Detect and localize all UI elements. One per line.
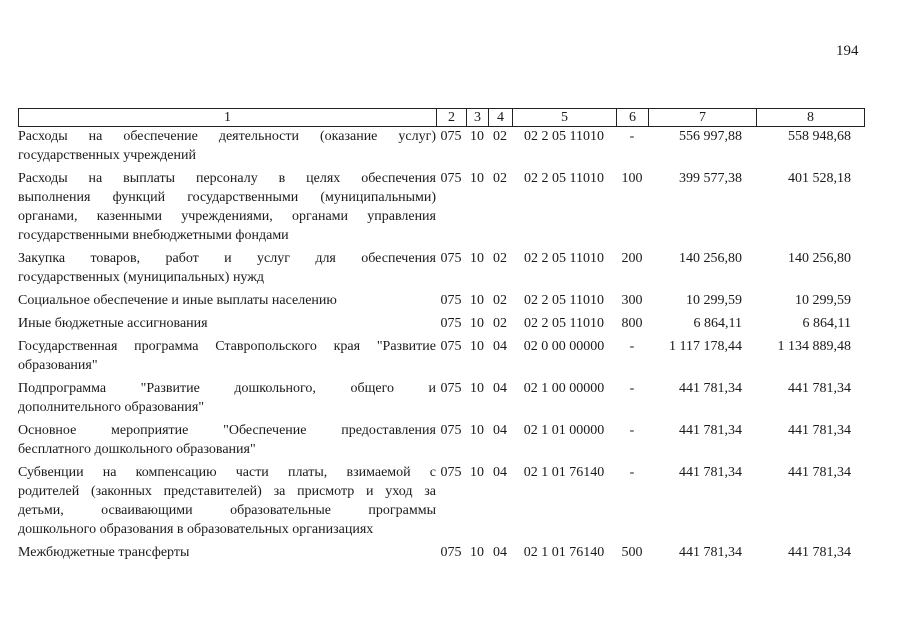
row-label <box>18 543 436 562</box>
cell-c8: 441 781,34 <box>788 465 851 480</box>
cell-c3: 10 <box>470 316 484 331</box>
table-row <box>18 169 863 245</box>
column-header-1: 1 <box>19 109 437 126</box>
cell-c4: 04 <box>493 423 507 438</box>
table-row <box>18 543 863 562</box>
cell-c4: 04 <box>493 465 507 480</box>
cell-c8: 1 134 889,48 <box>777 339 851 354</box>
row-label <box>18 337 436 375</box>
row-label-line: дополнительного образования" <box>18 400 205 415</box>
row-label <box>18 127 436 165</box>
row-label <box>18 379 436 417</box>
cell-c3: 10 <box>470 381 484 396</box>
cell-c7: 399 577,38 <box>679 171 742 186</box>
cell-c2: 075 <box>440 545 462 560</box>
cell-c5: 02 1 01 76140 <box>523 545 605 560</box>
cell-c5: 02 2 05 11010 <box>524 129 604 144</box>
cell-c8: 441 781,34 <box>788 423 851 438</box>
cell-c7: 1 117 178,44 <box>669 339 742 354</box>
row-label <box>18 421 436 459</box>
row-label-line: Субвенции на компенсацию части платы, взимаемой с <box>18 465 436 480</box>
cell-c8: 6 864,11 <box>802 316 851 331</box>
row-label-line: Иные бюджетные ассигнования <box>18 316 208 331</box>
cell-c3: 10 <box>470 251 484 266</box>
cell-c8: 441 781,34 <box>788 545 851 560</box>
cell-c8: 401 528,18 <box>788 171 851 186</box>
row-label-line: образования" <box>18 358 98 373</box>
table-row <box>18 249 863 287</box>
row-label-line: государственными внебюджетными фондами <box>18 228 289 243</box>
cell-c8: 10 299,59 <box>795 293 851 308</box>
cell-c2: 075 <box>440 293 462 308</box>
cell-c3: 10 <box>470 423 484 438</box>
column-header-8: 8 <box>807 110 814 125</box>
table-row <box>18 337 863 375</box>
row-label-line: Государственная программа Ставропольского края "Развитие <box>18 339 436 354</box>
table-row <box>18 291 863 310</box>
column-header-6: 6 <box>617 109 649 126</box>
row-label-line: Закупка товаров, работ и услуг для обеспечения <box>18 251 436 266</box>
row-label-line: дошкольного образования в образовательных организациях <box>18 522 374 537</box>
cell-c7: 6 864,11 <box>693 316 742 331</box>
cell-c6: - <box>629 381 635 396</box>
row-label-line: Социальное обеспечение и иные выплаты населению <box>18 293 337 308</box>
row-label-line: Расходы на обеспечение деятельности (оказание услуг) <box>18 129 436 144</box>
table-row <box>18 314 863 333</box>
row-label-line: детьми, осваивающими образовательные программы <box>18 503 436 518</box>
cell-c5: 02 1 00 00000 <box>523 381 605 396</box>
cell-c2: 075 <box>440 381 462 396</box>
cell-c8: 441 781,34 <box>788 381 851 396</box>
cell-c5: 02 0 00 00000 <box>523 339 605 354</box>
page-number: 194 <box>836 43 859 59</box>
cell-c7: 441 781,34 <box>679 423 742 438</box>
row-label-line: государственных (муниципальных) нужд <box>18 270 265 285</box>
cell-c4: 04 <box>493 339 507 354</box>
column-header-2: 2 <box>437 109 467 126</box>
cell-c6: 300 <box>621 293 643 308</box>
cell-c2: 075 <box>440 339 462 354</box>
cell-c5: 02 2 05 11010 <box>524 171 604 186</box>
column-header-3: 3 <box>467 109 489 126</box>
table-body <box>18 127 863 562</box>
cell-c5: 02 1 01 76140 <box>523 465 605 480</box>
cell-c6: - <box>629 129 635 144</box>
cell-c4: 02 <box>493 171 507 186</box>
column-header-5: 5 <box>513 109 617 126</box>
row-label-line: Межбюджетные трансферты <box>18 545 190 560</box>
row-label <box>18 291 436 310</box>
row-label-line: родителей (законных представителей) за присмотр и уход за <box>18 484 436 499</box>
cell-c4: 02 <box>493 293 507 308</box>
row-label-line: Подпрограмма "Развитие дошкольного, общего и <box>18 381 436 396</box>
cell-c3: 10 <box>470 129 484 144</box>
cell-c2: 075 <box>440 423 462 438</box>
row-label <box>18 249 436 287</box>
cell-c3: 10 <box>470 545 484 560</box>
column-header-7: 7 <box>649 109 757 126</box>
cell-c4: 02 <box>493 129 507 144</box>
cell-c7: 441 781,34 <box>679 545 742 560</box>
table-row <box>18 421 863 459</box>
row-label-line: выполнения функций государственными (муниципальными) <box>18 190 436 205</box>
cell-c7: 441 781,34 <box>679 381 742 396</box>
cell-c3: 10 <box>470 339 484 354</box>
cell-c2: 075 <box>440 316 462 331</box>
table-row <box>18 127 863 165</box>
cell-c5: 02 2 05 11010 <box>524 293 604 308</box>
table-row <box>18 379 863 417</box>
cell-c2: 075 <box>440 171 462 186</box>
cell-c4: 02 <box>493 251 507 266</box>
row-label-line: Основное мероприятие "Обеспечение предоставления <box>18 423 436 438</box>
cell-c7: 556 997,88 <box>679 129 742 144</box>
cell-c6: - <box>629 465 635 480</box>
cell-c3: 10 <box>470 293 484 308</box>
row-label-line: Расходы на выплаты персоналу в целях обеспечения <box>18 171 436 186</box>
row-label <box>18 169 436 245</box>
cell-c7: 10 299,59 <box>686 293 742 308</box>
cell-c5: 02 1 01 00000 <box>523 423 605 438</box>
cell-c8: 140 256,80 <box>788 251 851 266</box>
column-header-4: 4 <box>489 109 513 126</box>
row-label-line: бесплатного дошкольного образования" <box>18 442 256 457</box>
table-header <box>18 108 865 127</box>
cell-c8: 558 948,68 <box>788 129 851 144</box>
cell-c6: 200 <box>621 251 643 266</box>
cell-c2: 075 <box>440 465 462 480</box>
cell-c6: - <box>629 423 635 438</box>
table-row <box>18 463 863 539</box>
cell-c7: 441 781,34 <box>679 465 742 480</box>
cell-c2: 075 <box>440 251 462 266</box>
cell-c4: 02 <box>493 316 507 331</box>
cell-c6: 100 <box>621 171 643 186</box>
cell-c5: 02 2 05 11010 <box>524 251 604 266</box>
cell-c4: 04 <box>493 545 507 560</box>
cell-c3: 10 <box>470 465 484 480</box>
cell-c6: 500 <box>621 545 643 560</box>
cell-c3: 10 <box>470 171 484 186</box>
cell-c7: 140 256,80 <box>679 251 742 266</box>
cell-c5: 02 2 05 11010 <box>524 316 604 331</box>
cell-c6: 800 <box>621 316 643 331</box>
row-label-line: государственных учреждений <box>18 148 196 163</box>
row-label <box>18 314 436 333</box>
cell-c4: 04 <box>493 381 507 396</box>
row-label-line: органами, казенными учреждениями, органами управления <box>18 209 436 224</box>
row-label <box>18 463 436 539</box>
cell-c2: 075 <box>440 129 462 144</box>
cell-c6: - <box>629 339 635 354</box>
